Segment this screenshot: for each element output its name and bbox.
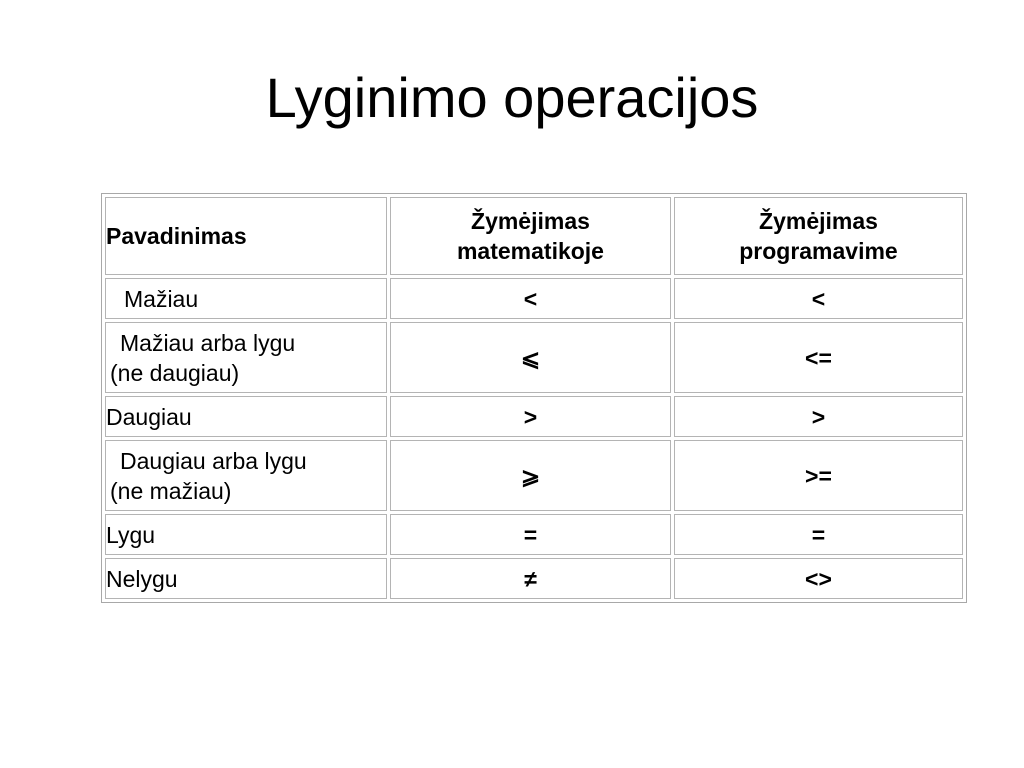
row-name-cell	[105, 440, 387, 511]
row-name-line2: (ne daugiau)	[110, 359, 240, 386]
row-name-cell	[105, 514, 387, 555]
row-name-cell	[105, 322, 387, 393]
table-row	[105, 440, 963, 511]
table-row	[105, 278, 963, 319]
row-name-cell	[105, 558, 387, 599]
math-symbol-cell: =	[390, 514, 671, 555]
math-symbol-cell: >	[390, 396, 671, 437]
table-row	[105, 396, 963, 437]
prog-symbol-cell: <>	[674, 558, 963, 599]
header-prog-line2: programavime	[739, 238, 898, 265]
header-programming-notation	[674, 197, 963, 275]
prog-symbol-cell: <=	[674, 322, 963, 393]
row-name: Mažiau	[124, 285, 199, 312]
row-name-cell	[105, 396, 387, 437]
comparison-operators-table	[101, 193, 967, 603]
operators-table	[102, 194, 966, 602]
row-name: Nelygu	[106, 565, 178, 592]
slide-title: Lyginimo operacijos	[265, 66, 759, 129]
row-name-line1: Mažiau arba lygu	[120, 329, 296, 356]
math-symbol-cell: ⩾	[390, 440, 671, 511]
header-prog-line1: Žymėjimas	[759, 208, 878, 235]
header-name-label: Pavadinimas	[106, 223, 247, 250]
row-name-cell	[105, 278, 387, 319]
row-name: Daugiau	[106, 403, 192, 430]
header-name	[105, 197, 387, 275]
prog-symbol-cell: >=	[674, 440, 963, 511]
header-math-notation	[390, 197, 671, 275]
row-name-line2: (ne mažiau)	[110, 477, 232, 504]
table-header-row	[105, 197, 963, 275]
math-symbol-cell: ≠	[390, 558, 671, 599]
table-row	[105, 514, 963, 555]
header-math-line1: Žymėjimas	[471, 208, 590, 235]
prog-symbol-cell: =	[674, 514, 963, 555]
row-name-line1: Daugiau arba lygu	[120, 447, 307, 474]
table-row	[105, 558, 963, 599]
math-symbol-cell: <	[390, 278, 671, 319]
row-name: Lygu	[106, 521, 156, 548]
prog-symbol-cell: >	[674, 396, 963, 437]
table-row	[105, 322, 963, 393]
header-math-line2: matematikoje	[456, 238, 604, 265]
prog-symbol-cell: <	[674, 278, 963, 319]
math-symbol-cell: ⩽	[390, 322, 671, 393]
